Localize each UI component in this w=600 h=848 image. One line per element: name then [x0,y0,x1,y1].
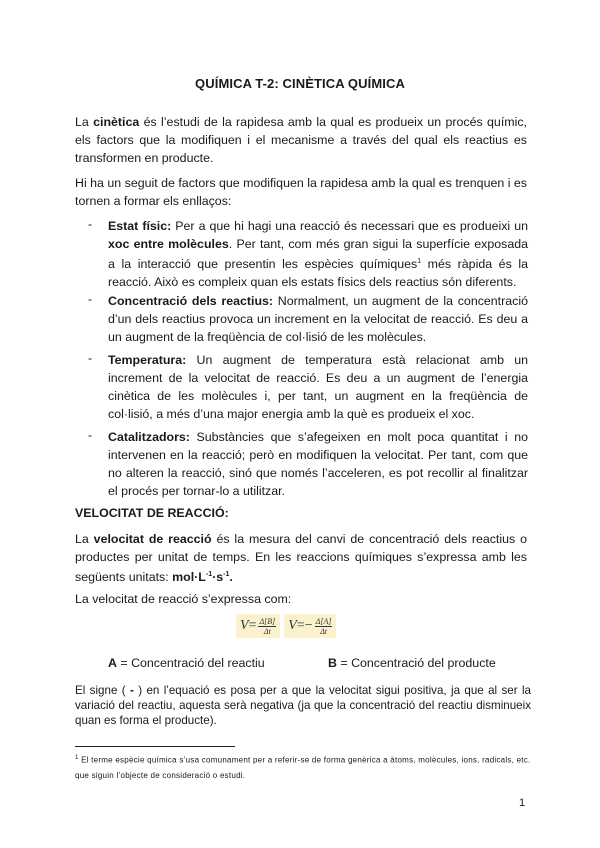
section-heading: VELOCITAT DE REACCIÓ: [75,506,229,520]
fraction-numerator: Δ[B] [259,616,276,626]
def-text: = Concentració del reactiu [116,656,265,670]
text: més ràpida és la reacció. Això es compleix quan els estats físics dels reactius són diferents. [108,257,528,290]
footnote-marker: 1 [75,755,79,761]
formula-intro: La velocitat de reacció s’expressa com: [75,592,292,606]
formula-operator: =− [296,618,313,633]
velocity-definition-paragraph [75,530,527,586]
text: és l’estudi de la rapidesa amb la qual es produeix un procés químic, els factors que la modifiquen i el mecanisme a través del qual els reactius es transformen en producte. [75,115,527,165]
formula-symbol: V [240,618,249,633]
footnote-ref[interactable]: 1 [417,258,422,265]
factors-intro-paragraph: Hi ha un seguit de factors que modifiquen la rapidesa amb la qual es trenquen i es tornen a formar els enllaços: [75,176,527,208]
list-item-body [108,351,528,423]
fraction [258,617,276,636]
rate-formulas [236,614,336,638]
term-velocitat: velocitat de reacció [93,532,212,546]
def-letter: B [328,656,337,670]
list-bullet: - [88,292,93,306]
text: Un augment de temperatura està relacionat amb un increment de la velocitat de reacció. Es deu a un augment de l’energia cinètica de les molècules i, per tant, un augment en la freqüència de col·lisió, a més d’una major energia amb la què es produeix el xoc. [108,353,528,421]
factor-term: Estat físic: [108,219,172,233]
footnote-text: El terme espècie química s’usa comunament per a referir-se de forma genèrica a àtoms, molècules, ions, radicals, etc. que siguin l’objecte de consideració o estudi. [75,755,531,780]
text: Per a que hi hagi una reacció és necessari que es produeixi un [171,219,528,233]
text: . Per tant, com més gran sigui la superfície exposada a la interacció que presentin les espècies químiques [108,237,529,272]
factor-term: Concentració dels reactius: [108,294,274,308]
formula-operator: = [248,618,257,633]
text: Substàncies que s’afegeixen en molt poca quantitat i no intervenen en la reacció; però en modifiquen la velocitat. Per tant, com que no alteren la reacció, sinó que només l’acceleren, es pot recollir al finalitzar el procés per tornar-lo a utilitzar. [108,430,528,498]
units-end: . [229,570,233,585]
text: és la mesura del canvi de concentració dels reactius o productes per unitat de temps. En les reaccions químiques s’expressa amb les següents unitats: [75,532,527,585]
units-exponent: -1 [223,571,230,578]
intro-paragraph [75,113,527,167]
term-cinetica: cinètica [93,115,140,129]
formula-reactant [284,614,336,638]
text: Normalment, un augment de la concentració d’un dels reactius provoca un increment en la velocitat de reacció. Es deu a un augment de la freqüència de col·lisió de les molècules. [108,294,528,344]
list-item-body [108,217,528,291]
list-item-body [108,428,528,500]
list-bullet: - [88,217,93,231]
fraction-denominator: Δt [320,626,327,636]
definition-a [108,656,265,670]
definition-b [328,656,496,670]
page-number: 1 [519,797,526,809]
factor-term: Catalitzadors: [108,430,190,444]
fraction-numerator: Δ[A] [315,616,332,626]
units-exponent: -1 [205,571,213,578]
text: El signe ( [75,684,130,697]
bold-phrase: xoc entre molècules [108,237,229,251]
def-text: = Concentració del producte [336,656,496,670]
list-item-body [108,292,528,346]
footnote [75,751,535,783]
list-bullet: - [88,351,93,365]
page-title: QUÍMICA T-2: CINÈTICA QUÍMICA [195,76,405,91]
units-mid: ·s [212,570,224,585]
fraction-denominator: Δt [263,626,271,636]
text: ) en l’equació es posa per a que la velocitat sigui positiva, ja que al ser la variació del reactiu, aquesta serà negativa (ja que la concentració del reactiu disminueix quan es forma el producte). [75,684,531,727]
footnote-divider [75,746,235,747]
units-base: mol·L [172,570,206,585]
text: La [75,532,94,546]
text: La [75,115,94,129]
formula-symbol: V [288,618,297,633]
fraction [315,617,333,636]
factor-term: Temperatura: [108,353,187,367]
units [172,570,233,584]
list-bullet: - [88,428,93,442]
def-letter: A [108,656,117,670]
sign-note [75,683,531,728]
formula-product [236,614,280,638]
minus-sign: - [129,684,134,697]
